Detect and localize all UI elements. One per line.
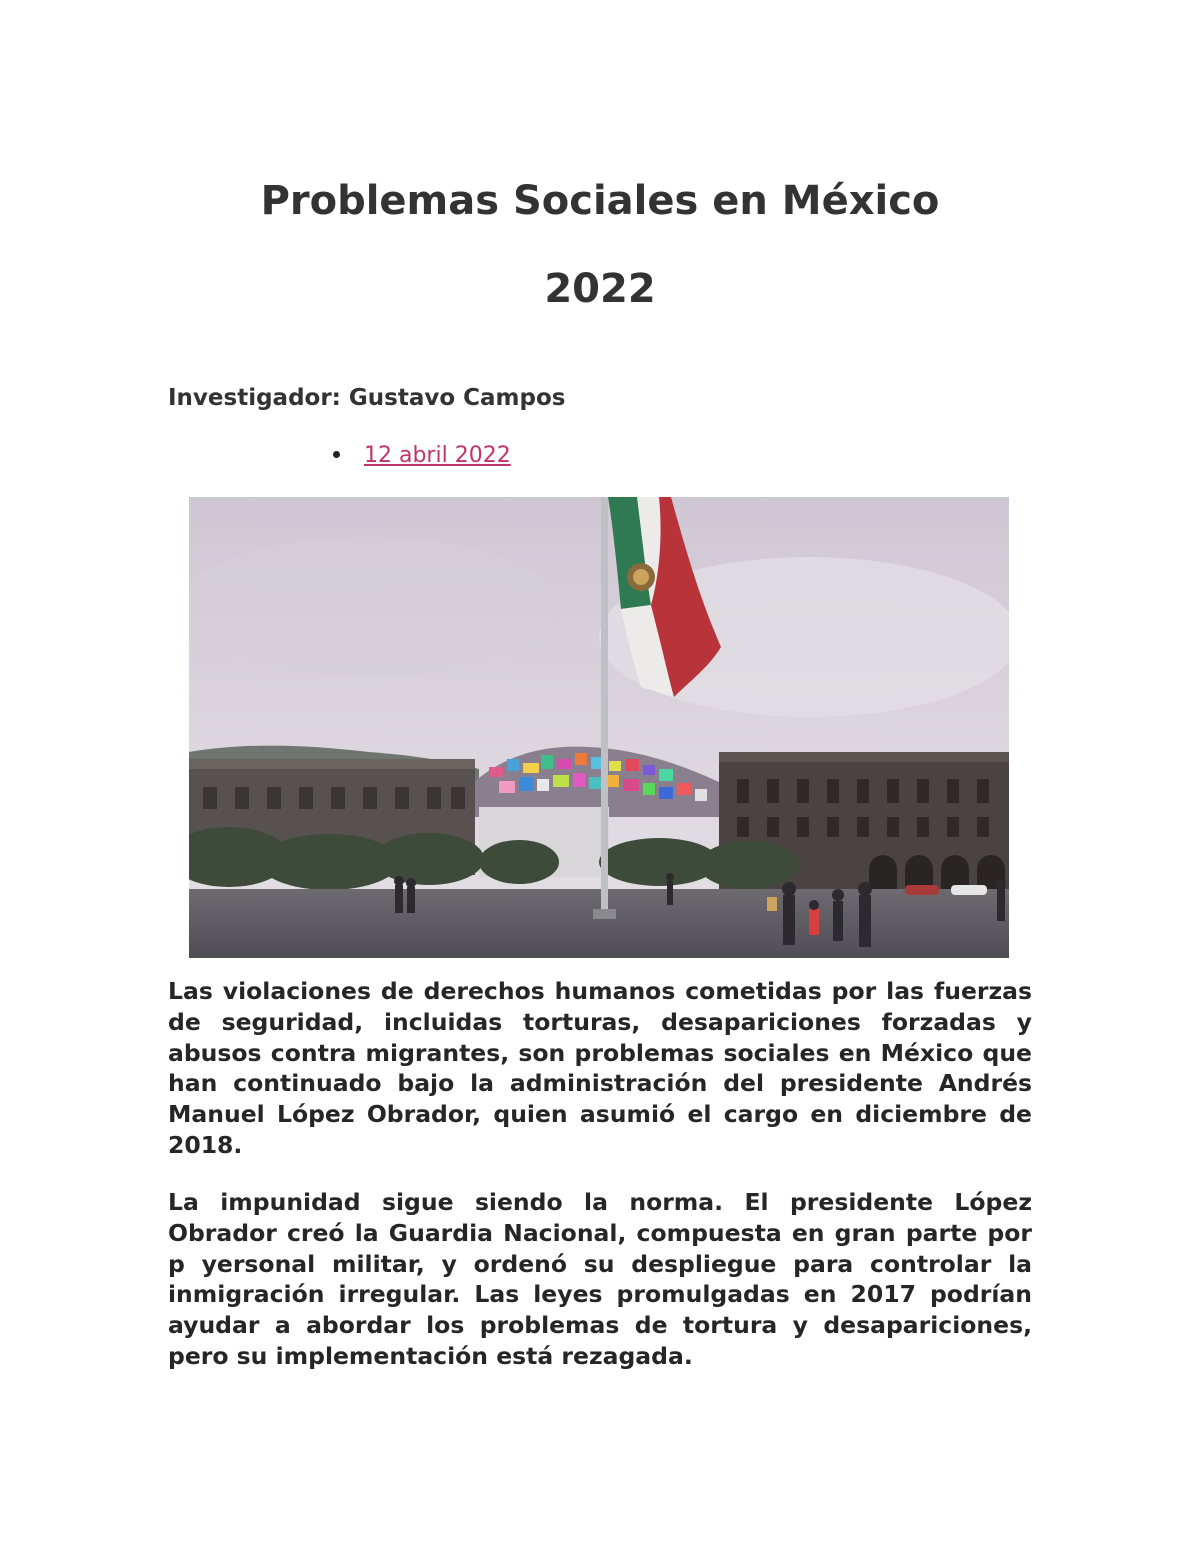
bullet-icon [333,451,340,458]
date-link[interactable]: 12 abril 2022 [364,443,511,468]
zocalo-flag-photo [189,497,1009,958]
document-title: Problemas Sociales en México [260,178,940,224]
author-line: Investigador: Gustavo Campos [168,385,566,411]
document-title-year: 2022 [544,266,656,312]
body-paragraph-2: La impunidad sigue siendo la norma. El presidente López Obrador creó la Guardia Nacional, compuesta en gran parte por p yersonal militar, y ordenó su despliegue para controlar la inmigración irregular. Las leyes promulgadas en 2017 podrían ayudar a abordar los problemas de tortura y desapariciones, pero su implementación está rezagada. [168,1188,1032,1370]
body-paragraph-1: Las violaciones de derechos humanos cometidas por las fuerzas de seguridad, incluidas torturas, desapariciones forzadas y abusos contra migrantes, son problemas sociales en México que han continuado bajo la administración del presidente Andrés Manuel López Obrador, quien asumió el cargo en diciembre de 2018. [168,977,1032,1159]
list-item [333,443,511,468]
date-list [333,443,511,468]
